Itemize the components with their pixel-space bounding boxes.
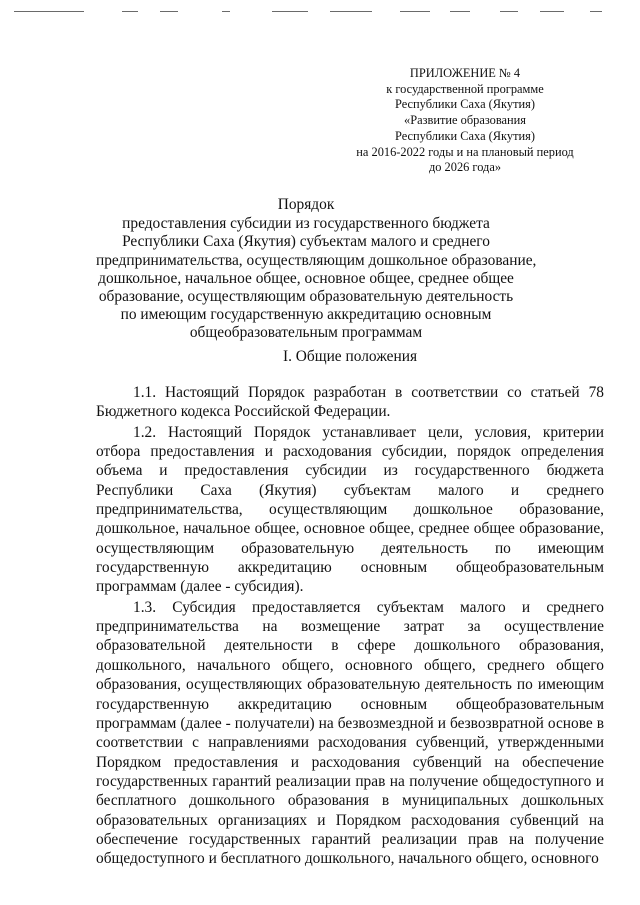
annex-line: «Развитие образования	[404, 113, 526, 128]
annex-line: к государственной программе	[386, 81, 544, 96]
document-title-line: предоставления субсидии из государственного бюджета	[122, 215, 490, 233]
annex-header	[340, 66, 590, 176]
document-title-line: Республики Саха (Якутия) субъектам малого и среднего	[122, 233, 490, 251]
document-title-line: образование, осуществляющим образовательную деятельность	[98, 288, 514, 306]
section-heading: I. Общие положения	[282, 348, 418, 365]
scan-top-marks	[0, 11, 640, 15]
document-title-line: предпринимательства, осуществляющим дошкольное образование,	[96, 251, 537, 269]
document-title-line: общеобразовательным программам	[189, 324, 423, 342]
paragraph-1-2: 1.2. Настоящий Порядок устанавливает цели, условия, критерии отбора предоставления и расходования субсидии, порядок определения объема и предоставления субсидии из государственного бюджета Республики Саха (Якутия) субъектам малого и среднего предпринимательства, осуществляющим дошкольное образование, дошкольное, начальное общее, основное общее, среднее общее образование, осуществляющим образовательную деятельность по имеющим государственную аккредитацию основным общеобразовательным программам (далее - субсидия).	[96, 423, 604, 596]
annex-line: Республики Саха (Якутия)	[395, 128, 535, 143]
document-title-line: по имеющим государственную аккредитацию основным	[120, 306, 492, 324]
document-title-main: Порядок	[277, 196, 335, 213]
annex-line: Республики Саха (Якутия)	[395, 97, 535, 112]
document-body	[96, 383, 604, 870]
document-title-line: дошкольное, начальное общее, основное общее, среднее общее	[98, 269, 514, 287]
document-title	[96, 196, 537, 343]
paragraph-1-1: 1.1. Настоящий Порядок разработан в соответствии со статьей 78 Бюджетного кодекса Российской Федерации.	[96, 384, 604, 421]
annex-line: до 2026 года»	[428, 160, 502, 175]
annex-line: ПРИЛОЖЕНИЕ № 4	[409, 66, 521, 80]
annex-line: на 2016-2022 годы и на плановый период	[356, 144, 574, 159]
paragraph-1-3: 1.3. Субсидия предоставляется субъектам малого и среднего предпринимательства на возмещение затрат за осуществление образовательной деятельности в сфере дошкольного образования, дошкольного, начального общего, основного общего, среднего общего образования, осуществляющих образовательную деятельность по имеющим государственную аккредитацию основным общеобразовательным программам (далее - получатели) на безвозмездной и безвозвратной основе в соответствии с направлениями расходования субвенций, утвержденными Порядком предоставления и расходования субвенций на обеспечение государственных гарантий реализации прав на получение общедоступного и бесплатного дошкольного образования в муниципальных дошкольных образовательных организациях и Порядком расходования субвенций на обеспечение государственных гарантий реализации прав на получение общедоступного и бесплатного дошкольного, начального общего, основного	[96, 598, 604, 868]
